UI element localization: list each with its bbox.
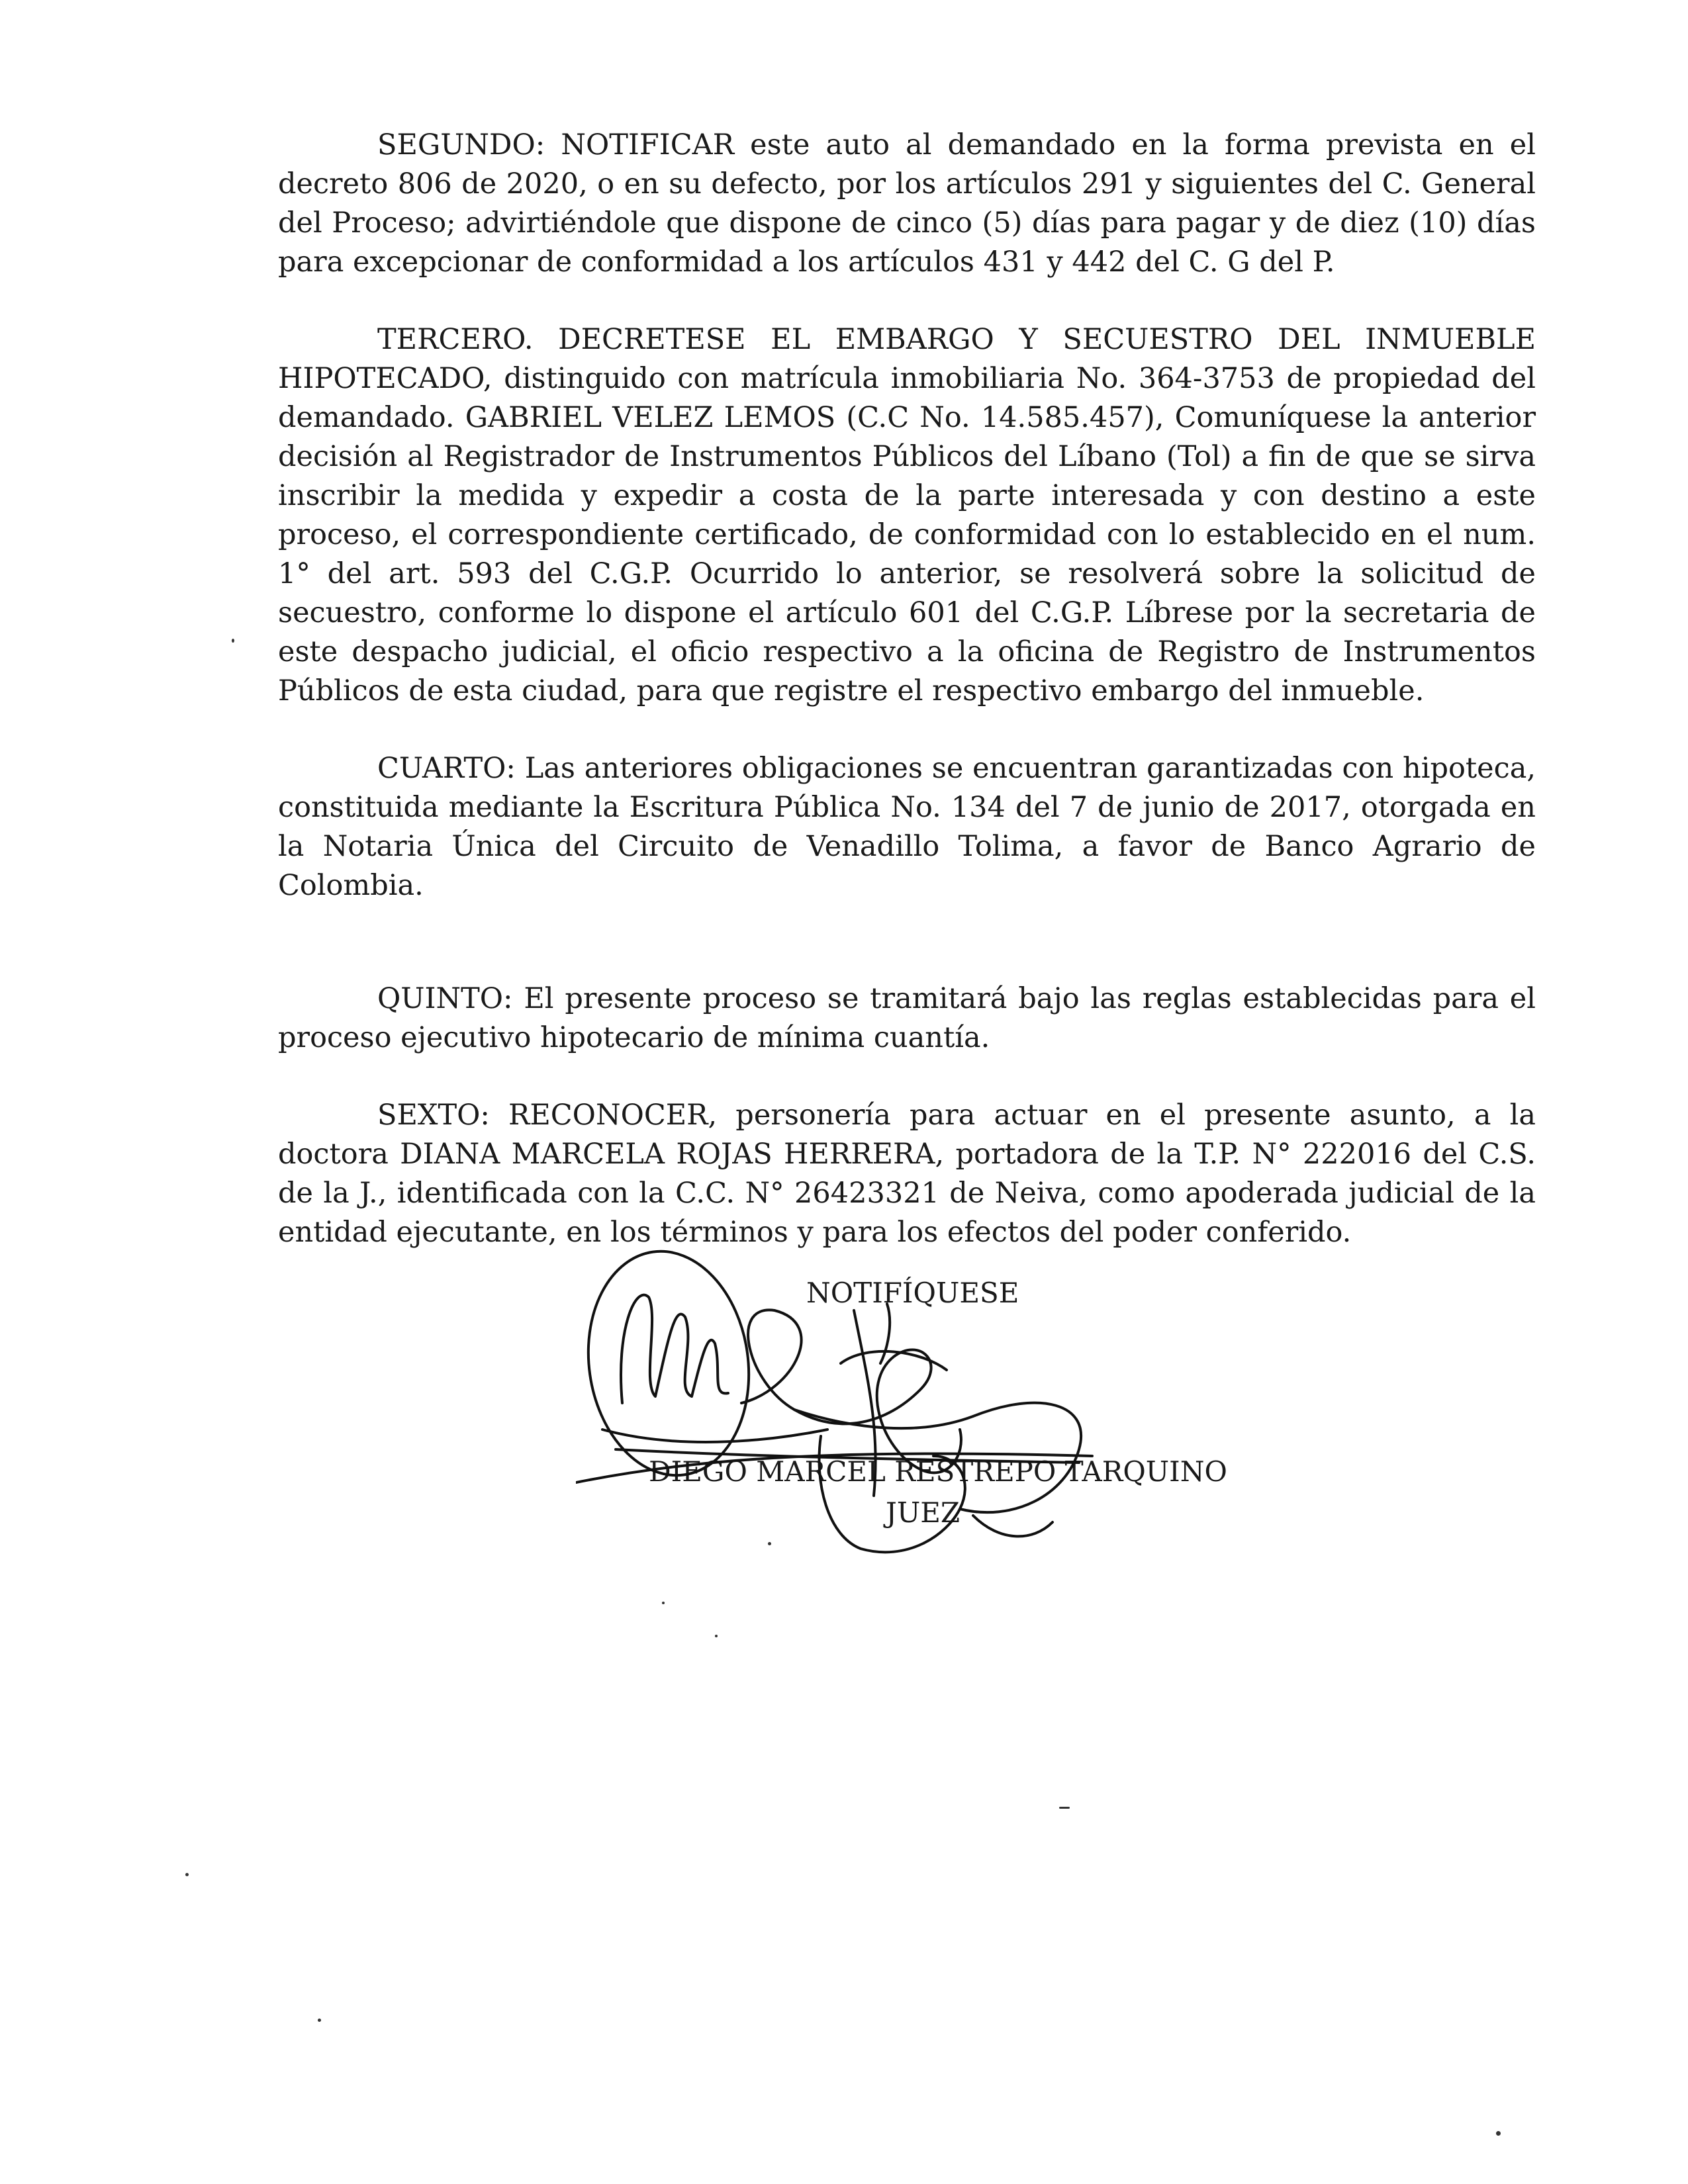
document-body bbox=[278, 126, 1536, 1291]
paragraph-segundo: SEGUNDO: NOTIFICAR este auto al demandado en la forma prevista en el decreto 806 de 2020, o en su defecto, por los artículos 291 y siguientes del C. General del Proceso; advirtiéndole que dispone de cinco (5) días para pagar y de diez (10) días para excepcionar de conformidad a los artículos 431 y 442 del C. G del P. bbox=[278, 128, 1536, 279]
paragraph-quinto: QUINTO: El presente proceso se tramitará bajo las reglas establecidas para el proceso ejecutivo hipotecario de mínima cuantía. bbox=[278, 982, 1536, 1054]
scan-speck bbox=[1496, 2131, 1501, 2136]
scan-speck bbox=[715, 1635, 718, 1637]
notify-heading: NOTIFÍQUESE bbox=[806, 1277, 1019, 1309]
paragraph-sexto: SEXTO: RECONOCER, personería para actuar en el presente asunto, a la doctora DIANA MARCELA ROJAS HERRERA, portadora de la T.P. N° 222016 del C.S. de la J., identificada con la C.C. N° 26423321 de Neiva, como apoderada judicial de la entidad ejecutante, en los términos y para los efectos del poder conferido. bbox=[278, 1099, 1536, 1249]
scan-speck bbox=[232, 639, 234, 643]
paragraph-cuarto: CUARTO: Las anteriores obligaciones se encuentran garantizadas con hipoteca, constituida mediante la Escritura Pública No. 134 del 7 de junio de 2017, otorgada en la Notaria Única del Circuito de Venadillo Tolima, a favor de Banco Agrario de Colombia. bbox=[278, 752, 1536, 902]
scan-speck bbox=[662, 1602, 665, 1604]
scan-speck bbox=[768, 1542, 771, 1545]
scan-speck bbox=[318, 2019, 321, 2022]
handwritten-signature bbox=[576, 1231, 1105, 1562]
paragraph-tercero: TERCERO. DECRETESE EL EMBARGO Y SECUESTRO DEL INMUEBLE HIPOTECADO, distinguido con matrícula inmobiliaria No. 364-3753 de propiedad del demandado. GABRIEL VELEZ LEMOS (C.C No. 14.585.457), Comuníquese la anterior decisión al Registrador de Instrumentos Públicos del Líbano (Tol) a fin de que se sirva inscribir la medida y expedir a costa de la parte interesada y con destino a este proceso, el correspondiente certificado, de conformidad con lo establecido en el num. 1° del art. 593 del C.G.P. Ocurrido lo anterior, se resolverá sobre la solicitud de secuestro, conforme lo dispone el artículo 601 del C.G.P. Líbrese por la secretaria de este despacho judicial, el oficio respectivo a la oficina de Registro de Instrumentos Públicos de esta ciudad, para que registre el respectivo embargo del inmueble. bbox=[278, 323, 1536, 707]
judge-name: DIEGO MARCEL RESTREPO TARQUINO bbox=[649, 1455, 1227, 1488]
scan-speck bbox=[185, 1873, 189, 1876]
scan-speck bbox=[1059, 1807, 1070, 1809]
judge-title: JUEZ bbox=[886, 1496, 961, 1529]
